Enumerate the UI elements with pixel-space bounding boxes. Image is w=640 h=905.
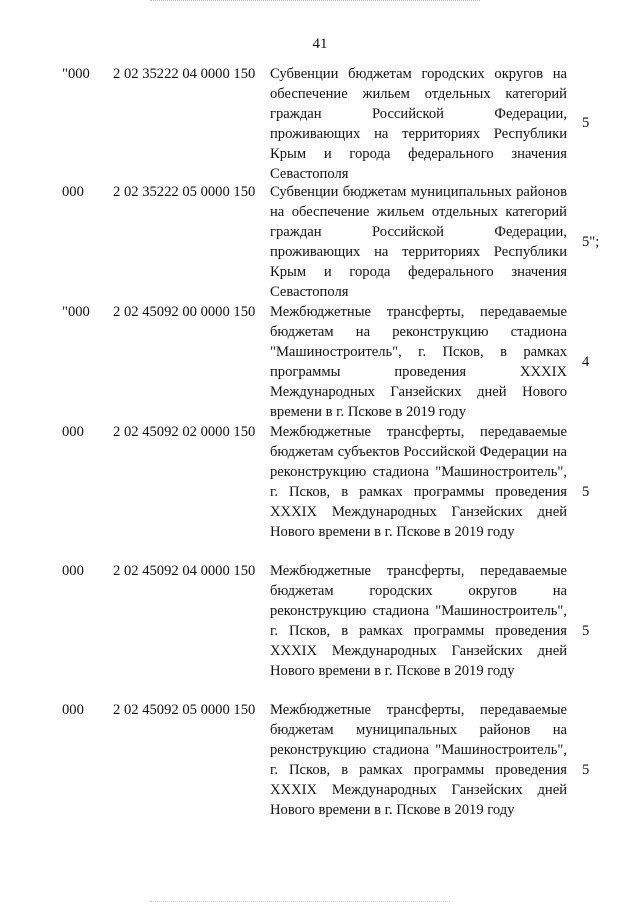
row-value: 5 xyxy=(582,622,590,639)
row-value: 5"; xyxy=(582,234,600,250)
table-row xyxy=(0,700,640,840)
admin-code: 000 xyxy=(62,702,84,718)
row-value: 5 xyxy=(582,762,590,778)
revenue-name: Межбюджетные трансферты, передаваемые бюджетам городских округов на реконструкцию стадиона "Машиностроитель", г. Псков, в рамках программы проведения XXXIX Международных Ганзейских дней Нового времени в г. Пскове в 2019 году xyxy=(270,563,567,679)
admin-code: 000 xyxy=(62,424,84,440)
admin-code: 000 xyxy=(62,563,84,579)
table-row xyxy=(0,64,640,182)
revenue-name: Субвенции бюджетам городских округов на обеспечение жильем отдельных категорий граждан Российской Федерации, проживающих на территориях Республики Крым и города федерального значения Севастополя xyxy=(270,66,567,182)
budget-classification-code: 2 02 35222 05 0000 150 xyxy=(113,184,256,200)
budget-classification-code: 2 02 45092 05 0000 150 xyxy=(113,702,256,718)
row-value: 4 xyxy=(582,354,590,370)
page-number: 41 xyxy=(312,36,328,52)
row-value: 5 xyxy=(582,483,590,500)
admin-code: 000 xyxy=(62,184,84,200)
table-row xyxy=(0,182,640,302)
budget-code-table xyxy=(0,64,640,840)
admin-code: "000 xyxy=(62,304,90,320)
scan-edge-bottom xyxy=(150,901,450,903)
revenue-name: Межбюджетные трансферты, передаваемые бюджетам муниципальных районов на реконструкцию стадиона "Машиностроитель", г. Псков, в рамках программы проведения XXXIX Международных Ганзейских дней Нового времени в г. Пскове в 2019 году xyxy=(270,702,567,818)
budget-classification-code: 2 02 35222 04 0000 150 xyxy=(113,66,256,82)
table-row xyxy=(0,561,640,700)
admin-code: "000 xyxy=(62,66,90,82)
revenue-name: Субвенции бюджетам муниципальных районов на обеспечение жильем отдельных категорий граждан Российской Федерации, проживающих на территориях Республики Крым и города федерального значения Севастополя xyxy=(270,184,567,300)
revenue-name: Межбюджетные трансферты, передаваемые бюджетам на реконструкцию стадиона "Машиностроитель", г. Псков, в рамках программы проведения XXXIX Международных Ганзейских дней Нового времени в г. Пскове в 2019 году xyxy=(270,304,567,420)
table-row xyxy=(0,302,640,422)
budget-classification-code: 2 02 45092 02 0000 150 xyxy=(113,424,256,440)
revenue-name: Межбюджетные трансферты, передаваемые бюджетам субъектов Российской Федерации на реконструкцию стадиона "Машиностроитель", г. Псков, в рамках программы проведения XXXIX Международных Ганзейских дней Нового времени в г. Пскове в 2019 году xyxy=(270,424,567,540)
row-value: 5 xyxy=(582,115,590,131)
budget-classification-code: 2 02 45092 04 0000 150 xyxy=(113,563,256,579)
scan-edge-top xyxy=(150,0,480,2)
table-row xyxy=(0,422,640,561)
budget-classification-code: 2 02 45092 00 0000 150 xyxy=(113,304,256,320)
